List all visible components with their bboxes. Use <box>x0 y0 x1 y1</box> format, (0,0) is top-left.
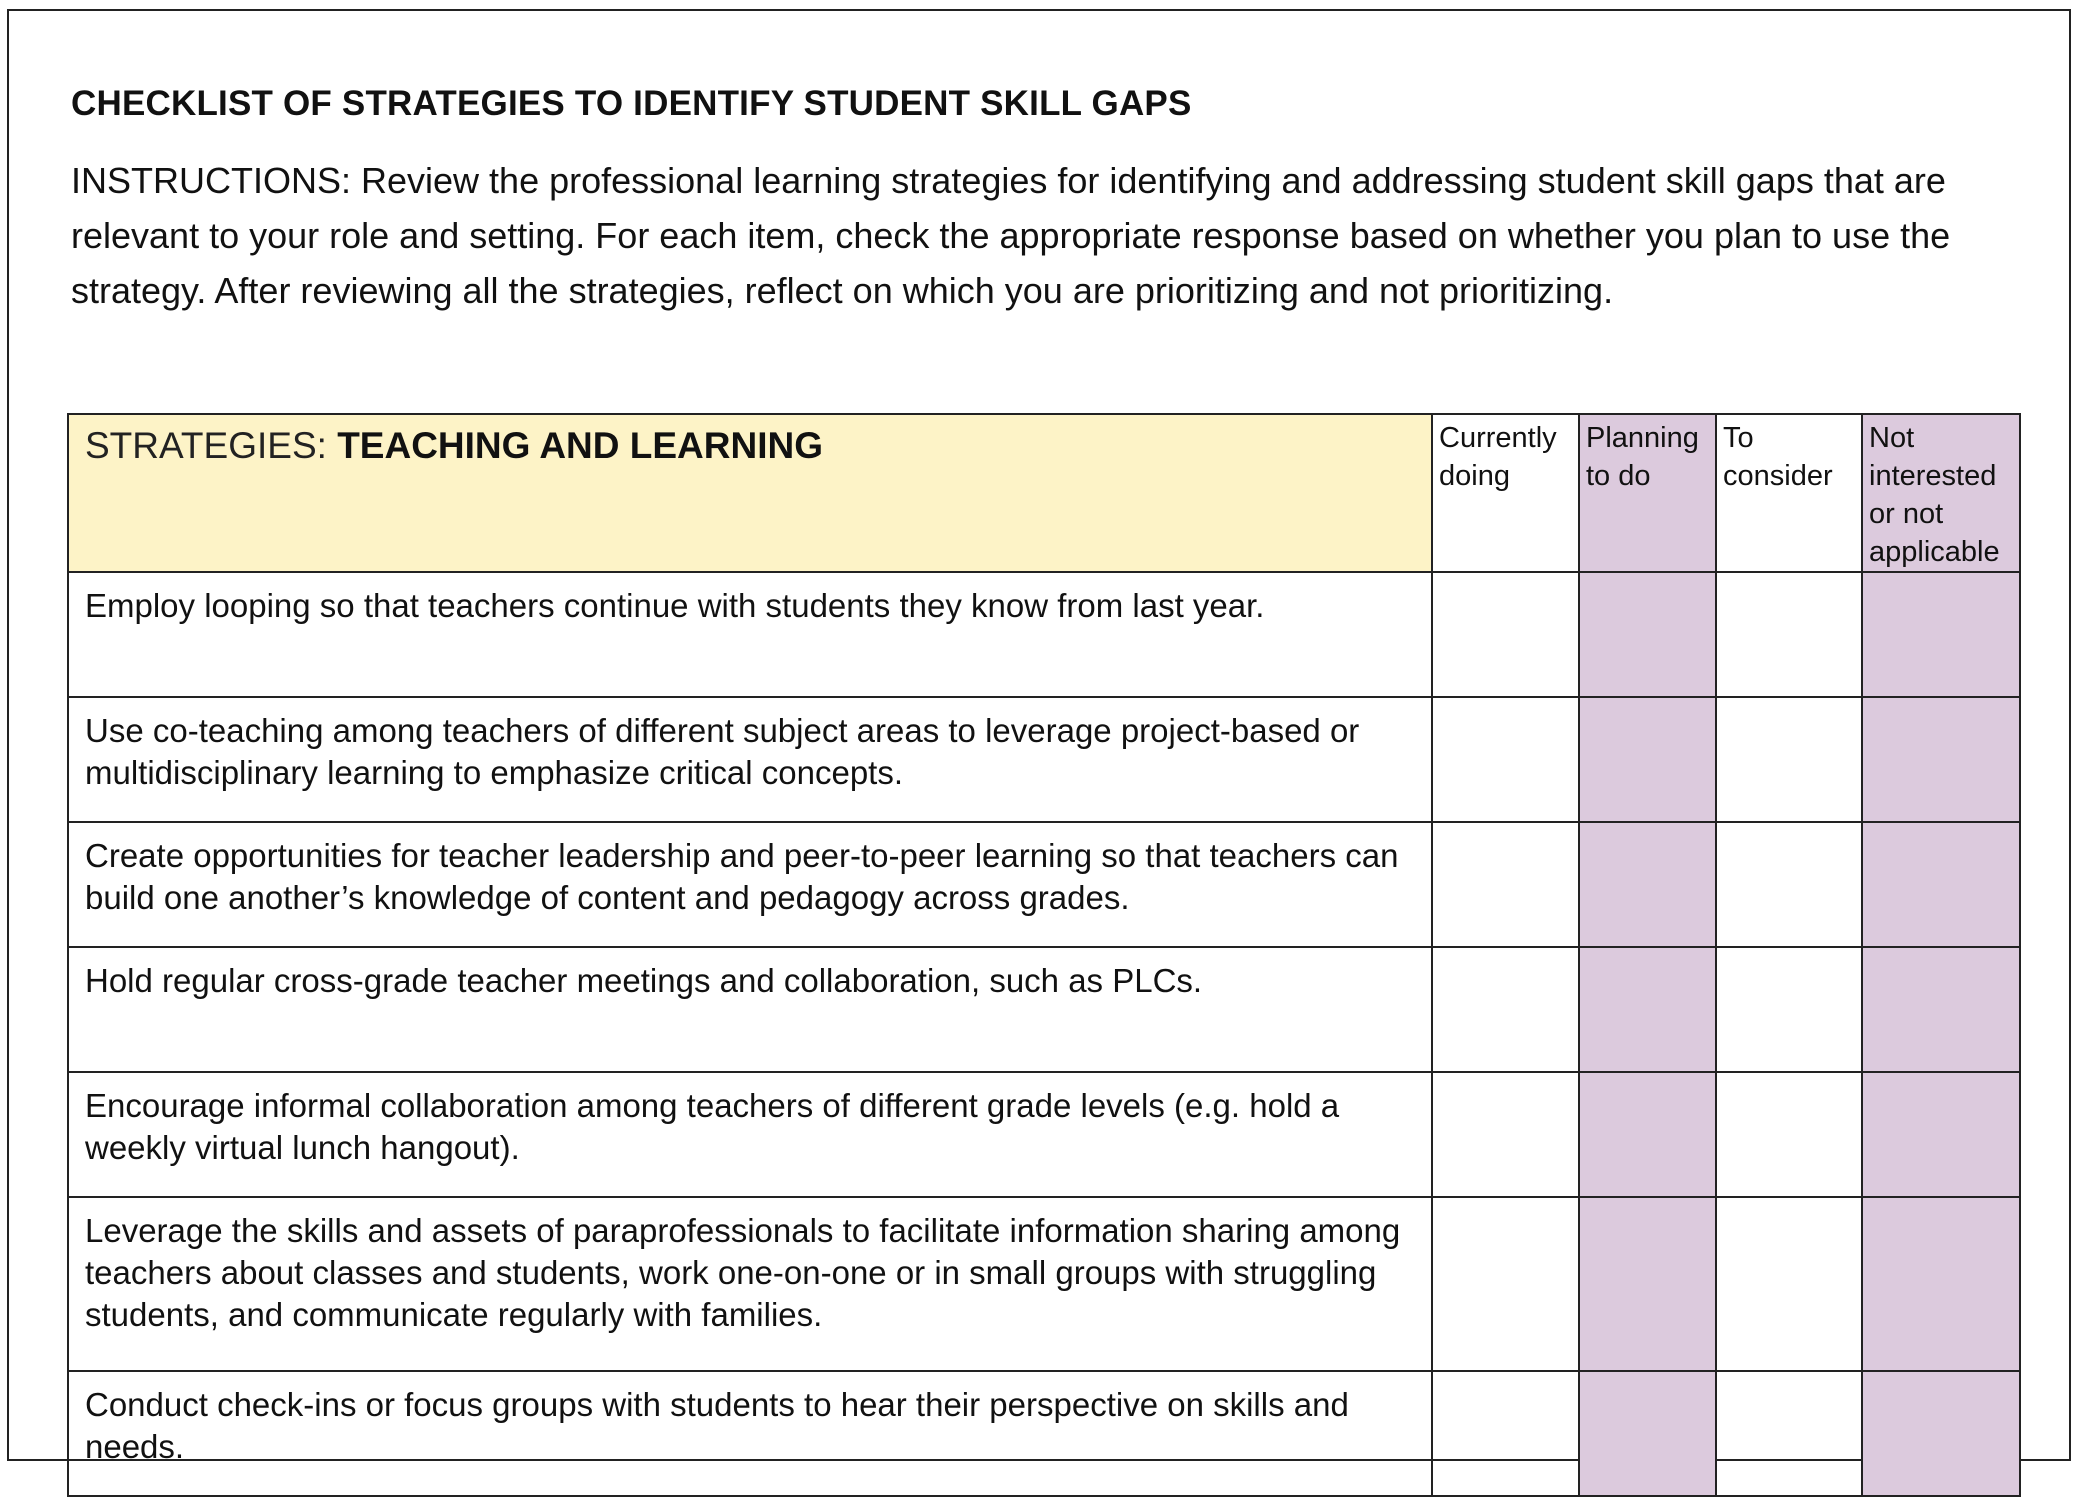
checkbox-not-interested[interactable] <box>1862 697 2020 822</box>
checkbox-currently-doing[interactable] <box>1432 1371 1579 1496</box>
checkbox-not-interested[interactable] <box>1862 947 2020 1072</box>
checkbox-planning-to-do[interactable] <box>1579 947 1716 1072</box>
strategy-text: Create opportunities for teacher leadership and peer-to-peer learning so that teachers can build one another’s knowledge of content and pedagogy across grades. <box>68 822 1432 947</box>
checkbox-not-interested[interactable] <box>1862 1072 2020 1197</box>
checkbox-currently-doing[interactable] <box>1432 822 1579 947</box>
header-planning-to-do: Planning to do <box>1579 414 1716 572</box>
table-row <box>68 1197 2020 1371</box>
checkbox-to-consider[interactable] <box>1716 697 1862 822</box>
strategy-text: Leverage the skills and assets of paraprofessionals to facilitate information sharing among teachers about classes and students, work one-on-one or in small groups with struggling students, and communicate regularly with families. <box>68 1197 1432 1371</box>
table-row <box>68 1371 2020 1496</box>
checkbox-currently-doing[interactable] <box>1432 572 1579 697</box>
strategies-checklist-table <box>67 413 2021 1497</box>
strategies-header <box>68 414 1432 572</box>
checkbox-to-consider[interactable] <box>1716 947 1862 1072</box>
checkbox-currently-doing[interactable] <box>1432 947 1579 1072</box>
instructions-text: INSTRUCTIONS: Review the professional learning strategies for identifying and addressing student skill gaps that are relevant to your role and setting. For each item, check the appropriate response based on whether you plan to use the strategy. After reviewing all the strategies, reflect on which you are prioritizing and not prioritizing. <box>71 160 1951 311</box>
checkbox-planning-to-do[interactable] <box>1579 697 1716 822</box>
table-row <box>68 572 2020 697</box>
strategy-text: Encourage informal collaboration among teachers of different grade levels (e.g. hold a weekly virtual lunch hangout). <box>68 1072 1432 1197</box>
checkbox-to-consider[interactable] <box>1716 1197 1862 1371</box>
strategies-category: TEACHING AND LEARNING <box>337 425 823 466</box>
checkbox-planning-to-do[interactable] <box>1579 822 1716 947</box>
checkbox-to-consider[interactable] <box>1716 822 1862 947</box>
strategy-text: Employ looping so that teachers continue with students they know from last year. <box>68 572 1432 697</box>
checkbox-to-consider[interactable] <box>1716 1072 1862 1197</box>
header-not-interested: Not interested or not applicable <box>1862 414 2020 572</box>
page-title: CHECKLIST OF STRATEGIES TO IDENTIFY STUDENT SKILL GAPS <box>71 84 1192 123</box>
strategy-text: Use co-teaching among teachers of different subject areas to leverage project-based or multidisciplinary learning to emphasize critical concepts. <box>68 697 1432 822</box>
checkbox-currently-doing[interactable] <box>1432 1197 1579 1371</box>
checkbox-not-interested[interactable] <box>1862 822 2020 947</box>
checkbox-not-interested[interactable] <box>1862 572 2020 697</box>
header-currently-doing: Currently doing <box>1432 414 1579 572</box>
checkbox-planning-to-do[interactable] <box>1579 1072 1716 1197</box>
table-row <box>68 697 2020 822</box>
table-header-row <box>68 414 2020 572</box>
checkbox-planning-to-do[interactable] <box>1579 572 1716 697</box>
table-row <box>68 947 2020 1072</box>
checkbox-not-interested[interactable] <box>1862 1197 2020 1371</box>
strategy-text: Hold regular cross-grade teacher meetings and collaboration, such as PLCs. <box>68 947 1432 1072</box>
strategies-prefix: STRATEGIES: <box>85 425 338 466</box>
checkbox-currently-doing[interactable] <box>1432 697 1579 822</box>
checkbox-not-interested[interactable] <box>1862 1371 2020 1496</box>
table-row <box>68 822 2020 947</box>
checkbox-currently-doing[interactable] <box>1432 1072 1579 1197</box>
strategy-text: Conduct check-ins or focus groups with students to hear their perspective on skills and needs. <box>68 1371 1432 1496</box>
checkbox-to-consider[interactable] <box>1716 572 1862 697</box>
header-to-consider: To consider <box>1716 414 1862 572</box>
checkbox-to-consider[interactable] <box>1716 1371 1862 1496</box>
checkbox-planning-to-do[interactable] <box>1579 1197 1716 1371</box>
checkbox-planning-to-do[interactable] <box>1579 1371 1716 1496</box>
table-row <box>68 1072 2020 1197</box>
